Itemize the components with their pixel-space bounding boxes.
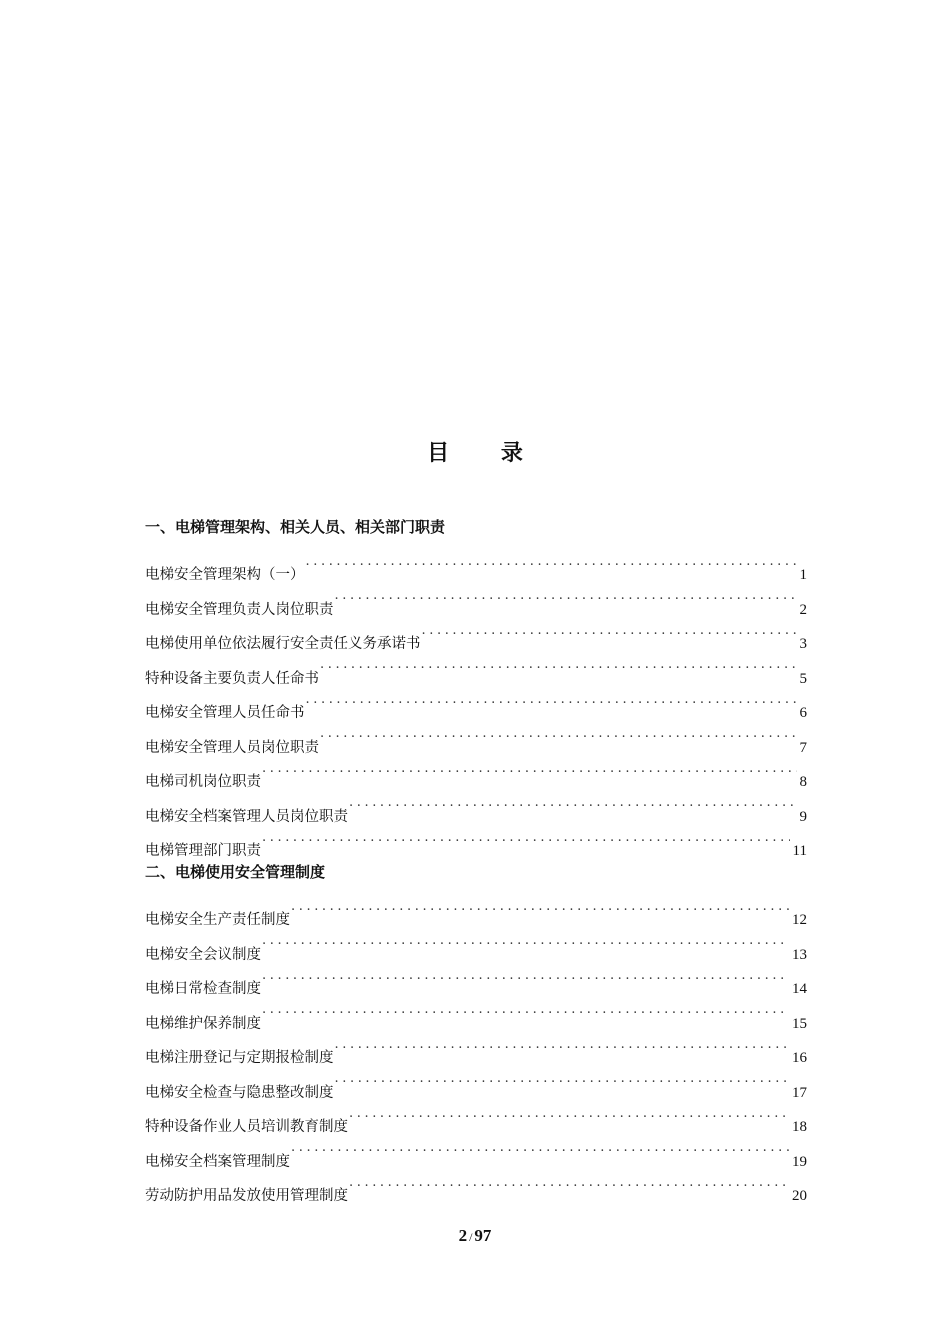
toc-entry-page: 1 xyxy=(799,567,807,583)
dot-leader xyxy=(349,786,797,821)
dot-leader xyxy=(262,821,790,856)
toc-entry-title: 电梯安全生产责任制度 xyxy=(145,912,290,928)
toc-entry-page: 15 xyxy=(792,1015,807,1032)
dot-leader xyxy=(262,924,789,959)
toc-entry-title: 电梯安全管理人员岗位职责 xyxy=(145,739,319,756)
toc-entry-title: 电梯维护保养制度 xyxy=(145,1015,261,1032)
toc-entry-title: 电梯司机岗位职责 xyxy=(145,774,261,790)
dot-leader xyxy=(262,993,789,1028)
toc-entry-title: 电梯安全档案管理人员岗位职责 xyxy=(145,808,348,825)
dot-leader xyxy=(349,1166,789,1201)
toc-entry-page: 19 xyxy=(792,1153,807,1170)
toc-title: 目 录 xyxy=(427,441,545,466)
toc-entry-page: 11 xyxy=(792,843,807,859)
dot-leader xyxy=(306,683,797,718)
toc-entry-title: 电梯安全管理架构（一） xyxy=(145,567,305,583)
toc-entry-page: 3 xyxy=(799,636,807,652)
toc-entry-page: 16 xyxy=(792,1050,807,1066)
dot-leader xyxy=(306,545,797,580)
toc-entry-title: 电梯安全检查与隐患整改制度 xyxy=(145,1084,334,1101)
toc-entry-page: 8 xyxy=(799,774,807,790)
dot-leader xyxy=(335,1028,790,1063)
toc-entry-title: 电梯注册登记与定期报检制度 xyxy=(145,1050,334,1066)
toc-entry-title: 电梯安全管理人员任命书 xyxy=(145,705,305,721)
toc-entry-title: 电梯安全档案管理制度 xyxy=(145,1153,290,1170)
dot-leader xyxy=(320,648,797,683)
toc-entry[interactable] xyxy=(145,545,807,583)
section-heading-2: 二、电梯使用安全管理制度 xyxy=(145,863,326,881)
toc-entry-page: 9 xyxy=(799,808,807,825)
toc-entry-page: 14 xyxy=(792,981,807,997)
dot-leader xyxy=(291,890,789,925)
dot-leader xyxy=(262,959,789,994)
page-separator: / xyxy=(469,1230,473,1244)
toc-entry-title: 电梯日常检查制度 xyxy=(145,981,261,997)
toc-entry-title: 电梯使用单位依法履行安全责任义务承诺书 xyxy=(145,636,421,652)
table-of-contents xyxy=(145,510,807,1204)
total-pages: 97 xyxy=(474,1226,492,1245)
toc-entry-title: 特种设备作业人员培训教育制度 xyxy=(145,1119,348,1135)
toc-entry-page: 17 xyxy=(792,1084,807,1101)
dot-leader xyxy=(320,717,797,752)
section-heading-1: 一、电梯管理架构、相关人员、相关部门职责 xyxy=(145,518,446,536)
toc-entry-title: 电梯安全会议制度 xyxy=(145,946,261,963)
dot-leader xyxy=(335,579,797,614)
dot-leader xyxy=(262,752,797,787)
toc-entry[interactable] xyxy=(145,890,807,928)
dot-leader xyxy=(335,1062,790,1097)
current-page-number: 2 xyxy=(458,1226,468,1245)
dot-leader xyxy=(291,1131,789,1166)
toc-entry-page: 2 xyxy=(799,601,807,618)
toc-entry-title: 特种设备主要负责人任命书 xyxy=(145,670,319,687)
toc-entry-page: 6 xyxy=(799,705,807,721)
toc-entry-page: 13 xyxy=(792,946,807,963)
toc-entry-title: 劳动防护用品发放使用管理制度 xyxy=(145,1188,348,1204)
toc-entry-title: 电梯管理部门职责 xyxy=(145,843,261,859)
toc-entry-page: 12 xyxy=(792,912,807,928)
toc-entry-page: 7 xyxy=(799,739,807,756)
toc-entry-page: 18 xyxy=(792,1119,807,1135)
toc-entry-page: 5 xyxy=(799,670,807,687)
dot-leader xyxy=(349,1097,789,1132)
dot-leader xyxy=(422,614,797,649)
page-footer xyxy=(0,1226,950,1246)
toc-entry-title: 电梯安全管理负责人岗位职责 xyxy=(145,601,334,618)
toc-entry-page: 20 xyxy=(792,1188,807,1204)
